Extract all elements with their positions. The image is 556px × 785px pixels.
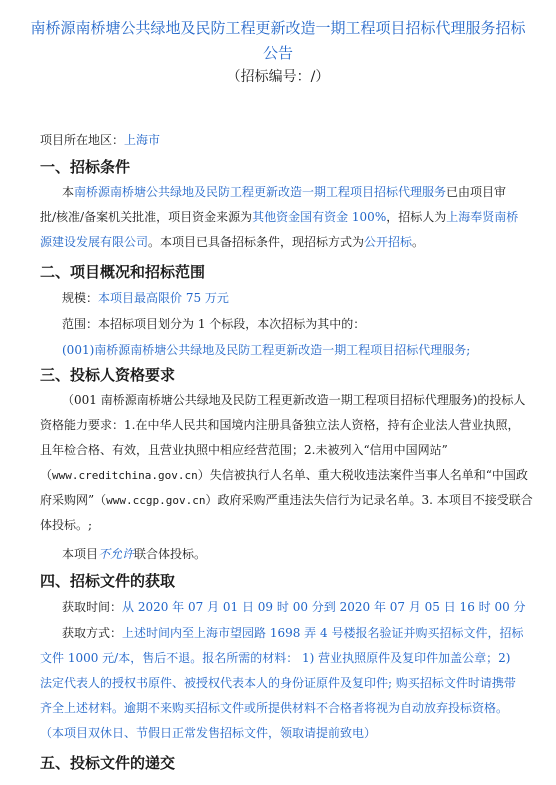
consortium-status: 不允许 xyxy=(98,547,135,561)
scope-line: 范围：本招标项目划分为 1 个标段，本次招标为其中的： xyxy=(62,317,366,331)
section-heading-1: 一、招标条件 xyxy=(40,158,131,176)
s3-text: （ xyxy=(40,468,53,482)
acquire-way-line-4: 齐全上述材料。逾期不来购买招标文件或所提供材料不合格者将视为自动放弃投标资格。 xyxy=(40,701,509,715)
section-heading-5: 五、投标文件的递交 xyxy=(40,754,176,772)
s1-line-1 xyxy=(62,180,520,205)
s3-line-5 xyxy=(40,488,533,513)
s3-text: 府采购网”（ xyxy=(40,493,107,507)
tender-number: （招标编号：/） xyxy=(226,69,330,85)
s3-line-2: 资格能力要求：1.在中华人民共和国境内注册具备独立法人资格，持有企业法人营业执照， xyxy=(40,418,520,432)
tenderer-name: 源建设发展有限公司 xyxy=(40,235,149,249)
region-label: 项目所在地区： xyxy=(40,133,125,147)
scale-line xyxy=(62,286,520,311)
way-text: 上述时间内至上海市望园路 1698 弄 4 号楼报名验证并购买招标文件，招标 xyxy=(122,626,524,640)
section-heading-4: 四、招标文件的获取 xyxy=(40,572,176,590)
acquire-time-line xyxy=(62,595,526,620)
s3-line-4 xyxy=(40,463,528,488)
lot-line: (001)南桥源南桥塘公共绿地及民防工程更新改造一期工程项目招标代理服务; xyxy=(62,343,471,357)
scale-label: 规模： xyxy=(62,291,99,305)
page-title: 南桥源南桥塘公共绿地及民防工程更新改造一期工程项目招标代理服务招标公告 xyxy=(30,19,526,62)
region-line xyxy=(40,128,510,153)
consortium-line xyxy=(62,542,520,567)
s1-text: ，招标人为 xyxy=(386,210,447,224)
time-value: 从 2020 年 07 月 01 日 09 时 00 分到 2020 年 07 月 05 日 16 时 00 分 xyxy=(122,600,526,614)
acquire-way-line-3: 法定代表人的授权书原件、被授权代表本人的身份证原件及复印件; 购买招标文件时请携带 xyxy=(40,676,516,690)
tender-method: 公开招标 xyxy=(364,235,413,249)
s3-line-1: （001 南桥源南桥塘公共绿地及民防工程更新改造一期工程项目招标代理服务)的投标人 xyxy=(62,393,526,407)
s1-line-3 xyxy=(40,230,510,255)
way-label: 获取方式： xyxy=(62,626,123,640)
section-heading-3: 三、投标人资格要求 xyxy=(40,366,176,384)
acquire-way-line-5: （本项目双休日、节假日正常发售招标文件，领取请提前致电） xyxy=(40,726,377,740)
section-heading-2: 二、项目概况和招标范围 xyxy=(40,263,206,281)
tenderer-name: 上海奉贤南桥 xyxy=(446,210,519,224)
acquire-way-line-2: 文件 1000 元/本，售后不退。报名所需的材料： 1) 营业执照原件及复印件加盖公章；2) xyxy=(40,651,511,665)
creditchina-url: www.creditchina.gov.cn xyxy=(52,469,198,482)
s1-text: 。 xyxy=(412,235,425,249)
time-label: 获取时间： xyxy=(62,600,123,614)
s1-text: 批/核准/备案机关批准，项目资金来源为 xyxy=(40,210,253,224)
s3-text: 联合体投标。 xyxy=(134,547,207,561)
s1-line-2 xyxy=(40,205,519,230)
fund-source: 其他资金国有资金 100% xyxy=(252,210,387,224)
scale-value: 本项目最高限价 75 万元 xyxy=(98,291,229,305)
ccgp-url: www.ccgp.gov.cn xyxy=(106,494,206,507)
project-name-link: 南桥源南桥塘公共绿地及民防工程更新改造一期工程项目招标代理服务 xyxy=(74,185,447,199)
s1-text: 本 xyxy=(62,185,75,199)
s1-text: 。本项目已具备招标条件，现招标方式为 xyxy=(148,235,365,249)
acquire-way-line-1 xyxy=(62,621,524,646)
region-value: 上海市 xyxy=(124,133,161,147)
s3-text: 本项目 xyxy=(62,547,99,561)
s3-text: ）失信被执行人名单、重大税收违法案件当事人名单和“中国政 xyxy=(197,468,528,482)
s3-text: ）政府采购严重违法失信行为记录名单。3. 本项目不接受联合 xyxy=(205,493,533,507)
s1-text: 已由项目审 xyxy=(446,185,507,199)
s3-line-6: 体投标。; xyxy=(40,518,93,532)
s3-line-3: 且年检合格、有效，且营业执照中相应经营范围；2.未被列入“信用中国网站” xyxy=(40,443,448,457)
